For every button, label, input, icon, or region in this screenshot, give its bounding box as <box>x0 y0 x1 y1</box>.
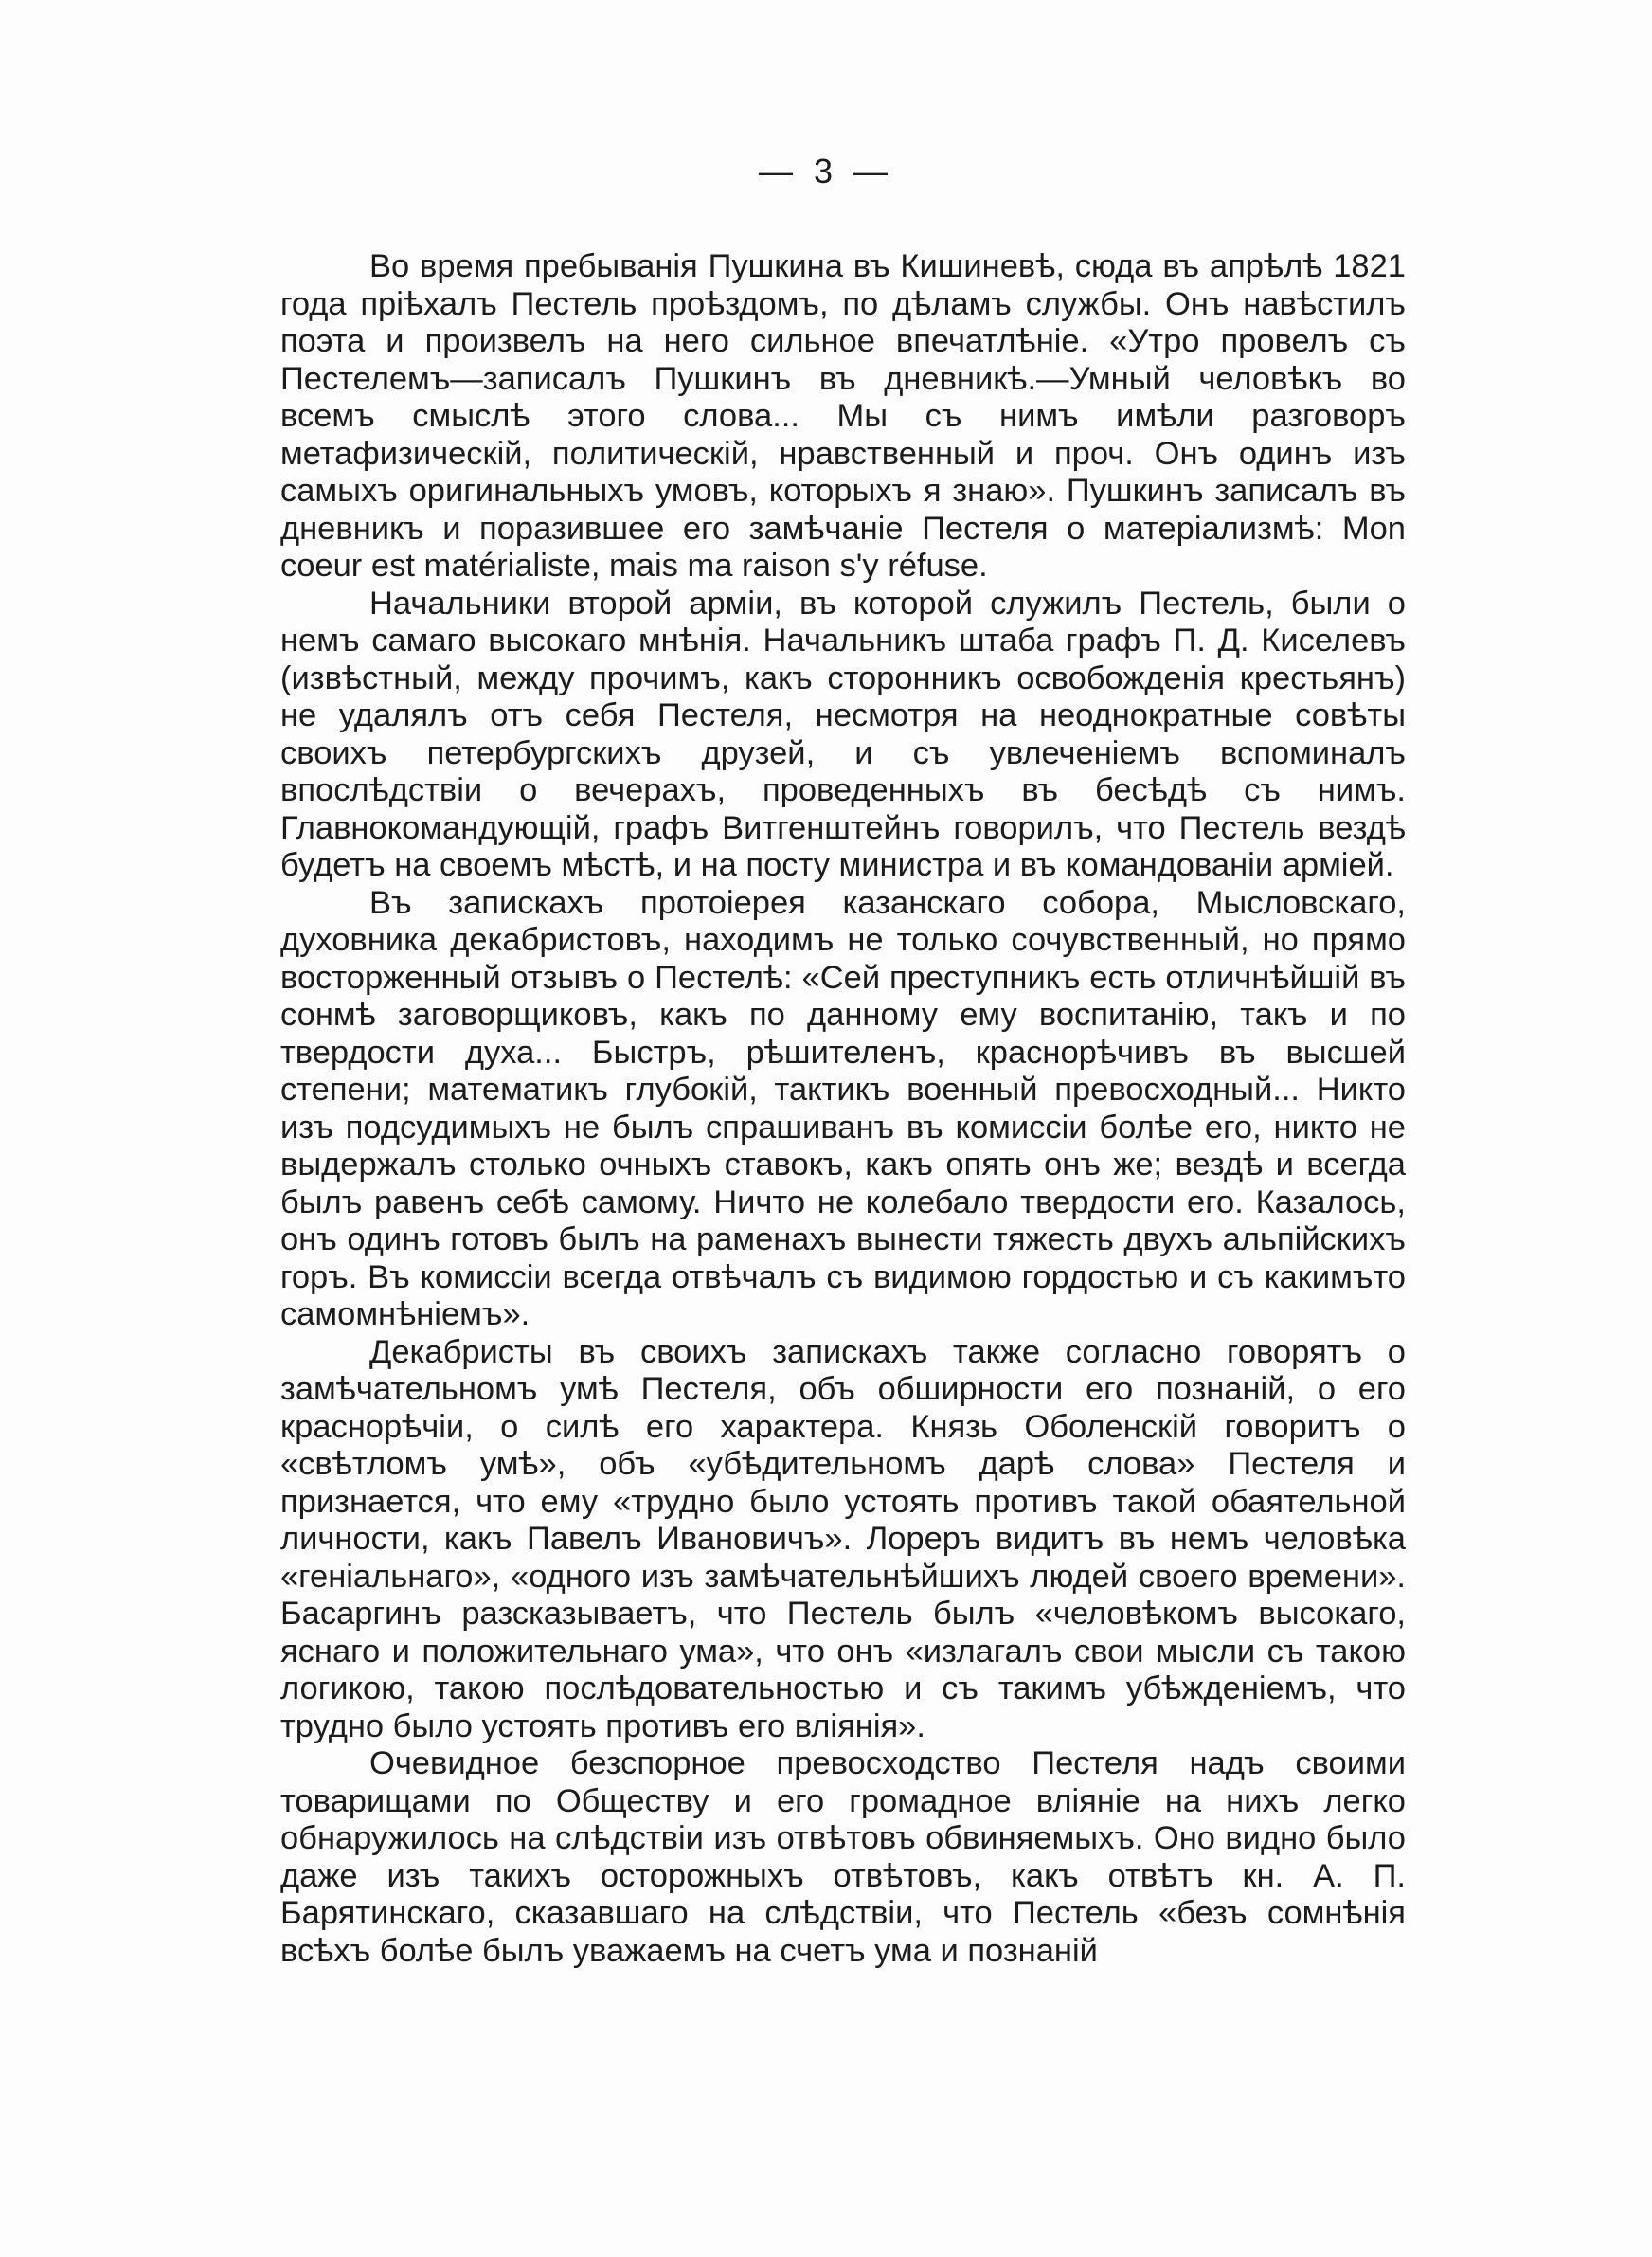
paragraph-myslovsky-notes: Въ запискахъ протоіерея казанскаго собора, Мысловскаго, духовника декабристовъ, находимъ не только сочувственный, но прямо восторженный отзывъ о Пестелѣ: «Сей преступникъ есть отличнѣйшій въ сонмѣ заговорщиковъ, какъ по данному ему воспитанію, такъ и по твердости духа... Быстръ, рѣшителенъ, краснорѣчивъ въ высшей степени; математикъ глубокій, тактикъ военный превосходный... Никто изъ подсудимыхъ не былъ спрашиванъ въ комиссіи болѣе его, никто не выдержалъ столько очныхъ ставокъ, какъ опять онъ же; вездѣ и всегда былъ равенъ себѣ самому. Ничто не колебало твердости его. Казалось, онъ одинъ готовъ былъ на раменахъ вынести тяжесть двухъ альпійскихъ горъ. Въ комиссіи всегда отвѣчалъ съ видимою гордостью и съ какимъто самомнѣніемъ». <box>280 884 1406 1332</box>
paragraph-army-commanders: Начальники второй арміи, въ которой служилъ Пестель, были о немъ самаго высокаго мнѣнія. Начальникъ штаба графъ П. Д. Киселевъ (извѣстный, между прочимъ, какъ сторонникъ освобожденія крестьянъ) не удалялъ отъ себя Пестеля, несмотря на неоднократные совѣты своихъ петербургскихъ друзей, и съ увлеченіемъ вспоминалъ впослѣдствіи о вечерахъ, проведенныхъ въ бесѣдѣ съ нимъ. Главнокомандующій, графъ Витгенштейнъ говорилъ, что Пестель вездѣ будетъ на своемъ мѣстѣ, и на посту министра и въ командованіи арміей. <box>280 585 1406 883</box>
paragraph-decembrists-notes: Декабристы въ своихъ запискахъ также согласно говорятъ о замѣчательномъ умѣ Пестеля, объ обширности его познаній, о его краснорѣчіи, о силѣ его характера. Князь Оболенскій говоритъ о «свѣтломъ умѣ», объ «убѣдительномъ дарѣ слова» Пестеля и признается, что ему «трудно было устоять противъ такой обаятельной личности, какъ Павелъ Ивановичъ». Лореръ видитъ въ немъ человѣка «геніальнаго», «одного изъ замѣчательнѣйшихъ людей своего времени». Басаргинъ разсказываетъ, что Пестель былъ «человѣкомъ высокаго, яснаго и положительнаго ума», что онъ «излагалъ свои мысли съ такою логикою, такою послѣдовательностью и съ такимъ убѣжденіемъ, что трудно было устоять противъ его вліянія». <box>280 1333 1406 1744</box>
paragraph-superiority: Очевидное безспорное превосходство Пестеля надъ своими товарищами по Обществу и его громадное вліяніе на нихъ легко обнаружилось на слѣдствіи изъ отвѣтовъ обвиняемыхъ. Оно видно было даже изъ такихъ осторожныхъ отвѣтовъ, какъ отвѣтъ кн. А. П. Барятинскаго, сказавшаго на слѣдствіи, что Пестель «безъ сомнѣнія всѣхъ болѣе былъ уважаемъ на счетъ ума и познаній <box>280 1745 1406 1969</box>
paragraph-pushkin-kishinev: Во время пребыванія Пушкина въ Кишиневѣ, сюда въ апрѣлѣ 1821 года пріѣхалъ Пестель проѣздомъ, по дѣламъ службы. Онъ навѣстилъ поэта и произвелъ на него сильное впечатлѣніе. «Утро провелъ съ Пестелемъ—записалъ Пушкинъ въ дневникѣ.—Умный человѣкъ во всемъ смыслѣ этого слова... Мы съ нимъ имѣли разговоръ метафизическій, политическій, нравственный и проч. Онъ одинъ изъ самыхъ оригинальныхъ умовъ, которыхъ я знаю». Пушкинъ записалъ въ дневникъ и поразившее его замѣчаніе Пестеля о матеріализмѣ: Mon coeur est matérialiste, mais ma raison s'y réfuse. <box>280 248 1406 584</box>
text-column <box>280 248 1406 1970</box>
page-number: — 3 — <box>758 152 894 190</box>
